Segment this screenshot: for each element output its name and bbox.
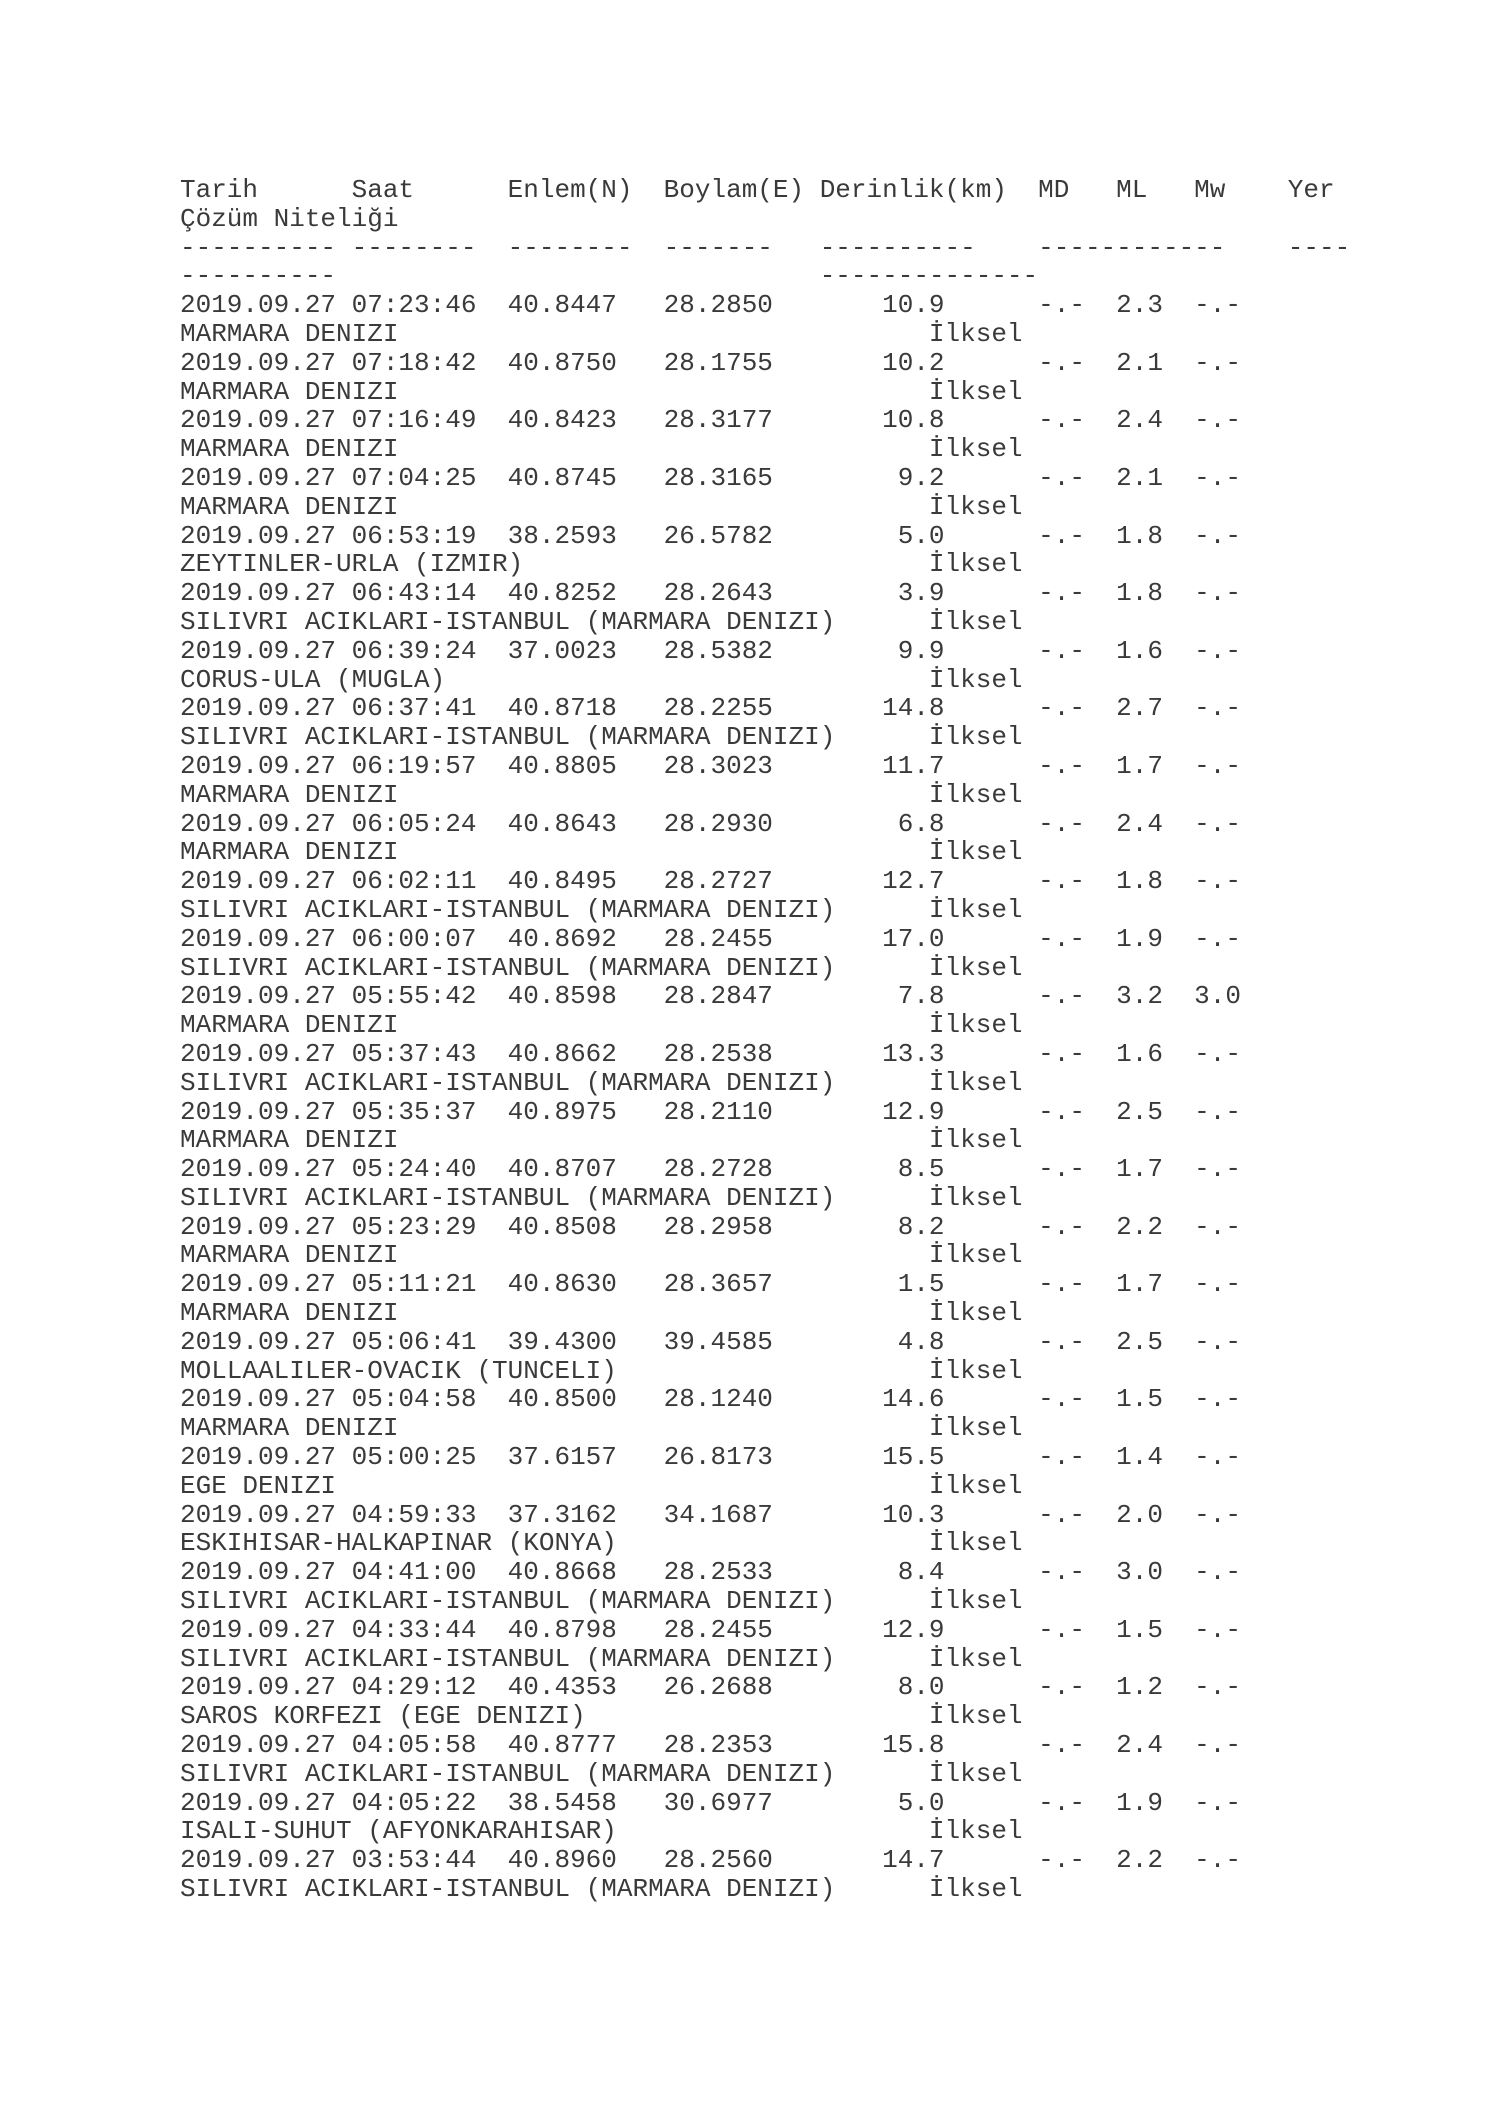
record-location-line: MARMARA DENIZI İlksel [180,318,1023,349]
record-location-line: MARMARA DENIZI İlksel [180,1240,1023,1271]
record-location-line: MARMARA DENIZI İlksel [180,837,1023,868]
record-location-line: MARMARA DENIZI İlksel [180,1010,1023,1041]
record-data-line: 2019.09.27 07:04:25 40.8745 28.3165 9.2 -.- 2.1 -.- [180,462,1241,493]
header-separator: ---------- -------- -------- ------- ---------- ------------ ---- [180,232,1351,263]
record-data-line: 2019.09.27 04:33:44 40.8798 28.2455 12.9 -.- 1.5 -.- [180,1614,1241,1645]
record-location-line: MARMARA DENIZI İlksel [180,1413,1023,1444]
record-data-line: 2019.09.27 05:55:42 40.8598 28.2847 7.8 -.- 3.2 3.0 [180,981,1241,1012]
record-location-line: MOLLAALILER-OVACIK (TUNCELI) İlksel [180,1355,1023,1386]
record-location-line: SILIVRI ACIKLARI-ISTANBUL (MARMARA DENIZI) İlksel [180,894,1023,925]
record-location-line: SILIVRI ACIKLARI-ISTANBUL (MARMARA DENIZI) İlksel [180,1758,1023,1789]
record-data-line: 2019.09.27 06:53:19 38.2593 26.5782 5.0 -.- 1.8 -.- [180,520,1241,551]
record-location-line: SILIVRI ACIKLARI-ISTANBUL (MARMARA DENIZI) İlksel [180,1586,1023,1617]
record-data-line: 2019.09.27 06:00:07 40.8692 28.2455 17.0 -.- 1.9 -.- [180,923,1241,954]
record-location-line: ZEYTINLER-URLA (IZMIR) İlksel [180,549,1023,580]
record-data-line: 2019.09.27 04:59:33 37.3162 34.1687 10.3 -.- 2.0 -.- [180,1499,1241,1530]
record-data-line: 2019.09.27 04:05:22 38.5458 30.6977 5.0 -.- 1.9 -.- [180,1787,1241,1818]
record-data-line: 2019.09.27 06:05:24 40.8643 28.2930 6.8 -.- 2.4 -.- [180,808,1241,839]
record-location-line: MARMARA DENIZI İlksel [180,1298,1023,1329]
record-location-line: SILIVRI ACIKLARI-ISTANBUL (MARMARA DENIZI) İlksel [180,952,1023,983]
record-data-line: 2019.09.27 05:37:43 40.8662 28.2538 13.3 -.- 1.6 -.- [180,1038,1241,1069]
record-location-line: ESKIHISAR-HALKAPINAR (KONYA) İlksel [180,1528,1023,1559]
record-data-line: 2019.09.27 06:19:57 40.8805 28.3023 11.7 -.- 1.7 -.- [180,750,1241,781]
earthquake-records [180,291,1480,1904]
record-location-line: MARMARA DENIZI İlksel [180,779,1023,810]
record-location-line: SILIVRI ACIKLARI-ISTANBUL (MARMARA DENIZI) İlksel [180,1182,1023,1213]
column-header-line: Tarih Saat Enlem(N) Boylam(E) Derinlik(km) MD ML Mw Yer [180,175,1335,205]
record-location-line: MARMARA DENIZI İlksel [180,1125,1023,1156]
record-location-line: SILIVRI ACIKLARI-ISTANBUL (MARMARA DENIZI) İlksel [180,1874,1023,1905]
record-data-line: 2019.09.27 05:35:37 40.8975 28.2110 12.9 -.- 2.5 -.- [180,1096,1241,1127]
record-data-line: 2019.09.27 05:04:58 40.8500 28.1240 14.6 -.- 1.5 -.- [180,1384,1241,1415]
record-location-line: SILIVRI ACIKLARI-ISTANBUL (MARMARA DENIZI) İlksel [180,722,1023,753]
record-location-line: MARMARA DENIZI İlksel [180,491,1023,522]
record-location-line: CORUS-ULA (MUGLA) İlksel [180,664,1023,695]
record-data-line: 2019.09.27 05:06:41 39.4300 39.4585 4.8 -.- 2.5 -.- [180,1326,1241,1357]
record-data-line: 2019.09.27 05:24:40 40.8707 28.2728 8.5 -.- 1.7 -.- [180,1154,1241,1185]
record-data-line: 2019.09.27 07:16:49 40.8423 28.3177 10.8 -.- 2.4 -.- [180,405,1241,436]
record-data-line: 2019.09.27 04:29:12 40.4353 26.2688 8.0 -.- 1.2 -.- [180,1672,1241,1703]
earthquake-listing [180,176,1480,1904]
record-data-line: 2019.09.27 05:11:21 40.8630 28.3657 1.5 -.- 1.7 -.- [180,1269,1241,1300]
record-data-line: 2019.09.27 06:39:24 37.0023 28.5382 9.9 -.- 1.6 -.- [180,635,1241,666]
record-location-line: SILIVRI ACIKLARI-ISTANBUL (MARMARA DENIZI) İlksel [180,1067,1023,1098]
record-data-line: 2019.09.27 04:41:00 40.8668 28.2533 8.4 -.- 3.0 -.- [180,1557,1241,1588]
record-location-line: MARMARA DENIZI İlksel [180,434,1023,465]
record-location-line: SILIVRI ACIKLARI-ISTANBUL (MARMARA DENIZI) İlksel [180,606,1023,637]
record-location-line: SAROS KORFEZI (EGE DENIZI) İlksel [180,1701,1023,1732]
record-data-line: 2019.09.27 05:23:29 40.8508 28.2958 8.2 -.- 2.2 -.- [180,1211,1241,1242]
record-data-line: 2019.09.27 04:05:58 40.8777 28.2353 15.8 -.- 2.4 -.- [180,1730,1241,1761]
record-location-line: ISALI-SUHUT (AFYONKARAHISAR) İlksel [180,1816,1023,1847]
column-header-line-wrapped: Çözüm Niteliği [180,203,399,234]
record-location-line: MARMARA DENIZI İlksel [180,376,1023,407]
record-location-line: EGE DENIZI İlksel [180,1470,1023,1501]
header-separator-wrapped: ---------- -------------- [180,261,1039,292]
record-data-line: 2019.09.27 06:02:11 40.8495 28.2727 12.7 -.- 1.8 -.- [180,866,1241,897]
record-data-line: 2019.09.27 07:18:42 40.8750 28.1755 10.2 -.- 2.1 -.- [180,347,1241,378]
record-data-line: 2019.09.27 03:53:44 40.8960 28.2560 14.7 -.- 2.2 -.- [180,1845,1241,1876]
record-data-line: 2019.09.27 05:00:25 37.6157 26.8173 15.5 -.- 1.4 -.- [180,1442,1241,1473]
record-data-line: 2019.09.27 06:37:41 40.8718 28.2255 14.8 -.- 2.7 -.- [180,693,1241,724]
record-location-line: SILIVRI ACIKLARI-ISTANBUL (MARMARA DENIZI) İlksel [180,1643,1023,1674]
record-data-line: 2019.09.27 07:23:46 40.8447 28.2850 10.9 -.- 2.3 -.- [180,290,1241,321]
record-data-line: 2019.09.27 06:43:14 40.8252 28.2643 3.9 -.- 1.8 -.- [180,578,1241,609]
